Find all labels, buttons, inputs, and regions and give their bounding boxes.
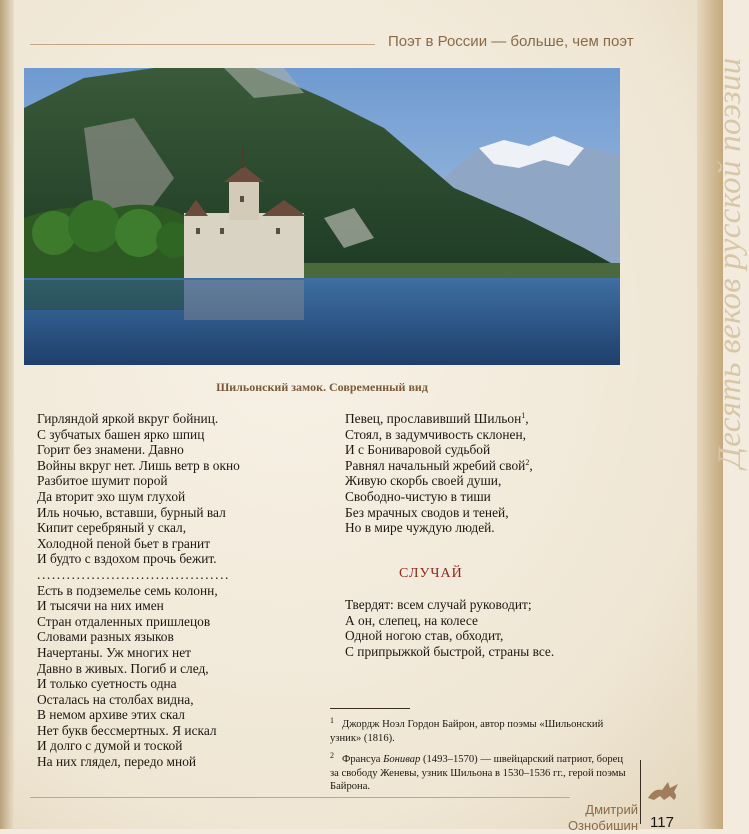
poem-line: Давно в живых. Погиб и след, xyxy=(37,660,209,676)
poem-line: Горит без знамени. Давно xyxy=(37,442,184,458)
footer-rule xyxy=(30,797,570,798)
running-title: Поэт в России — больше, чем поэт xyxy=(388,33,634,50)
poem-line-text: Живую скорбь своей души, xyxy=(345,473,502,489)
poem-ellipsis: ....................................... xyxy=(37,566,230,582)
poem-line-tail: , xyxy=(525,411,529,426)
castle-lake-illustration xyxy=(24,68,620,365)
photo-caption: Шильонский замок. Современный вид xyxy=(216,380,428,394)
poem-line: Кипит серебряный у скал, xyxy=(37,520,187,536)
poem-line: Начертаны. Уж многих нет xyxy=(37,644,191,660)
page-number: 117 xyxy=(650,814,674,831)
poem-line xyxy=(345,489,635,505)
poem-line: Есть в подземелье семь колонн, xyxy=(37,582,218,598)
side-title xyxy=(678,48,748,468)
author-first-name: Дмитрий xyxy=(585,802,638,817)
author-last-name: Ознобишин xyxy=(567,818,638,833)
poem-line-text: Но в мире чуждую людей. xyxy=(345,520,495,536)
poem-line: В немом архиве этих скал xyxy=(37,707,185,723)
page-left-edge xyxy=(0,0,14,829)
footnote xyxy=(330,749,630,794)
poem-line: Да вторит эхо шум глухой xyxy=(37,488,186,504)
poem-line-tail: , xyxy=(529,457,533,473)
poem-line: И только суетность одна xyxy=(37,676,177,692)
poem-line: А он, слепец, на колесе xyxy=(345,612,478,628)
poem-line: С припрыжкой быстрой, страны все. xyxy=(345,643,555,659)
footnote-number: 2 xyxy=(330,751,334,760)
poem-line-text: Певец, прославивший Шильон xyxy=(345,411,522,426)
poem-line xyxy=(345,411,635,427)
poem-line: Словами разных языков xyxy=(37,629,174,645)
poem-left-column xyxy=(37,411,327,770)
header-rule xyxy=(30,44,375,45)
poem-line: Иль ночью, вставши, бурный вал xyxy=(37,504,226,520)
footer-divider xyxy=(640,760,641,824)
poem-line xyxy=(345,473,635,489)
footnote-text: (1493–1570) — швейцарский патриот, борец за свободу Женевы, узник Шильона в 1530–1536 гг., герой поэмы Байрона. xyxy=(330,754,626,792)
poem-line-text: Стоял, в задумчивость склонен, xyxy=(345,426,526,442)
footnote-number: 1 xyxy=(330,716,334,725)
footnote-rule xyxy=(330,708,410,709)
poem-right-column xyxy=(345,411,635,536)
poem-line: И долго с думой и тоской xyxy=(37,738,183,754)
poem-line: Разбитое шумит порой xyxy=(37,473,168,489)
poem-line: Одной ногою став, обходит, xyxy=(345,628,504,644)
poem-line xyxy=(345,427,635,443)
poem-line: И будто с вздохом прочь бежит. xyxy=(37,551,217,567)
poem-line: Стран отдаленных пришлецов xyxy=(37,613,211,629)
poem-heading: СЛУЧАЙ xyxy=(399,566,463,581)
footnote-text: Джордж Ноэл Гордон Байрон, автор поэмы «Шильонский узник» (1816). xyxy=(330,719,604,744)
footer-author xyxy=(566,802,638,834)
poem-line: Твердят: всем случай руководит; xyxy=(345,597,532,612)
footnote-ref: 1 xyxy=(521,411,526,420)
footnote-italic: Бонивар xyxy=(383,754,421,765)
poem-line: Гирляндой яркой вкруг бойниц. xyxy=(37,411,219,426)
side-title-text: Десять веков русской поэзии xyxy=(712,57,748,468)
poem-line xyxy=(345,505,635,521)
poem-line: С зубчатых башен ярко шпиц xyxy=(37,426,205,442)
poem-line xyxy=(345,458,635,474)
poem-line: Осталась на столбах видна, xyxy=(37,691,194,707)
poem-line-text: И с Бониваровой судьбой xyxy=(345,442,491,458)
footnotes xyxy=(330,714,630,798)
footnote-ref: 2 xyxy=(525,457,530,467)
poem-line-text: Равнял начальный жребий свой xyxy=(345,457,526,473)
poem-line: Холодной пеной бьет в гранит xyxy=(37,535,211,551)
poem-line: Нет букв бессмертных. Я искал xyxy=(37,722,217,738)
pegasus-logo-icon xyxy=(644,778,684,804)
poem-line: И тысячи на них имен xyxy=(37,598,164,614)
poem-line xyxy=(345,520,635,536)
poem-line: Войны вкруг нет. Лишь ветр в окно xyxy=(37,457,240,473)
castle-photo xyxy=(24,68,620,365)
poem-right-column-2 xyxy=(345,597,635,659)
poem-line: На них глядел, передо мной xyxy=(37,754,197,770)
footnote-text: Франсуа xyxy=(342,754,384,765)
poem-line xyxy=(345,442,635,458)
footnote xyxy=(330,714,630,745)
poem-line-text: Свободно-чистую в тиши xyxy=(345,488,491,504)
poem-line-text: Без мрачных сводов и теней, xyxy=(345,504,509,520)
